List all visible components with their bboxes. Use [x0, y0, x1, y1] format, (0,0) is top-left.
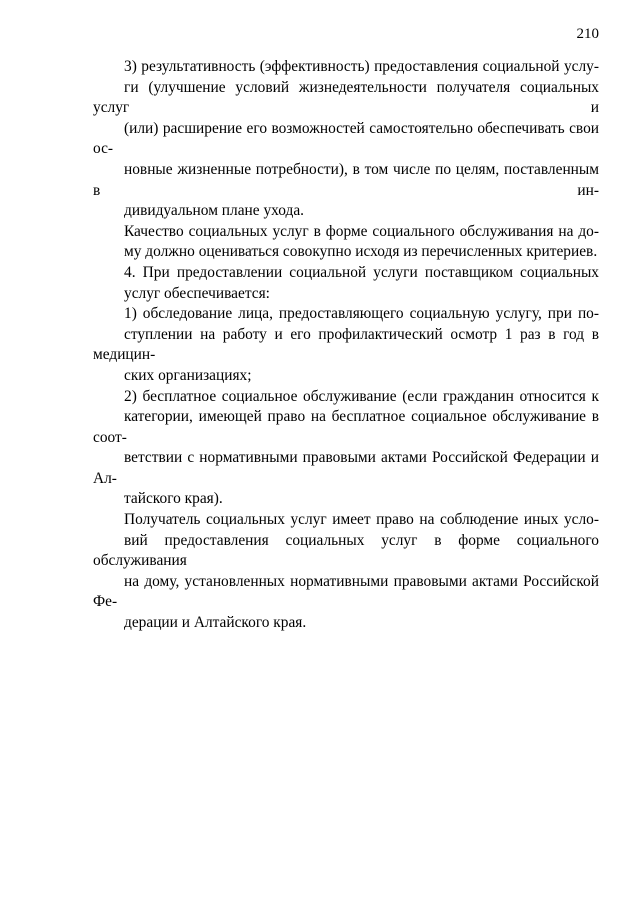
text-line: новные жизненные потребности), в том числе по целям, поставленным в ин- — [93, 160, 599, 199]
paragraph-provision — [93, 263, 599, 304]
text-line: ги (улучшение условий жизнедеятельности получателя социальных услуг и — [93, 78, 599, 117]
text-line: ветствии с нормативными правовыми актами Российской Федерации и Ал- — [93, 449, 599, 487]
text-line: 3) результативность (эффективность) предоставления социальной услу- — [124, 58, 599, 75]
page-number: 210 — [576, 26, 599, 42]
text-line: категории, имеющей право на бесплатное социальное обслуживание в соот- — [93, 408, 599, 446]
paragraph-free-service — [93, 387, 599, 511]
text-line: тайского края). — [124, 490, 223, 508]
text-line: ских организациях; — [124, 366, 252, 384]
paragraph-quality — [93, 222, 599, 263]
text-line: услуг обеспечивается: — [124, 284, 270, 302]
text-line: Получатель социальных услуг имеет право на соблюдение иных усло- — [124, 511, 599, 529]
document-body — [93, 57, 599, 634]
text-line: ступлении на работу и его профилактический осмотр 1 раз в год в медицин- — [93, 325, 599, 364]
text-line: 2) бесплатное социальное обслуживание (если гражданин относится к — [124, 387, 599, 405]
paragraph-effectiveness — [93, 57, 599, 222]
text-line: на дому, установленных нормативными правовыми актами Российской Фе- — [93, 572, 599, 611]
text-line: дерации и Алтайского края. — [124, 614, 307, 632]
text-line: 1) обследование лица, предоставляющего социальную услугу, при по- — [124, 305, 599, 323]
paragraph-recipient-rights — [93, 510, 599, 634]
text-line: дивидуальном плане ухода. — [124, 202, 305, 220]
text-line: Качество социальных услуг в форме социального обслуживания на до- — [124, 222, 599, 240]
text-line: 4. При предоставлении социальной услуги поставщиком социальных — [124, 263, 599, 281]
text-line: му должно оцениваться совокупно исходя из перечисленных критериев. — [124, 243, 598, 261]
text-line: (или) расширение его возможностей самостоятельно обеспечивать свои ос- — [93, 119, 599, 158]
paragraph-medical-exam — [93, 304, 599, 386]
text-line: вий предоставления социальных услуг в форме социального обслуживания — [93, 531, 599, 570]
